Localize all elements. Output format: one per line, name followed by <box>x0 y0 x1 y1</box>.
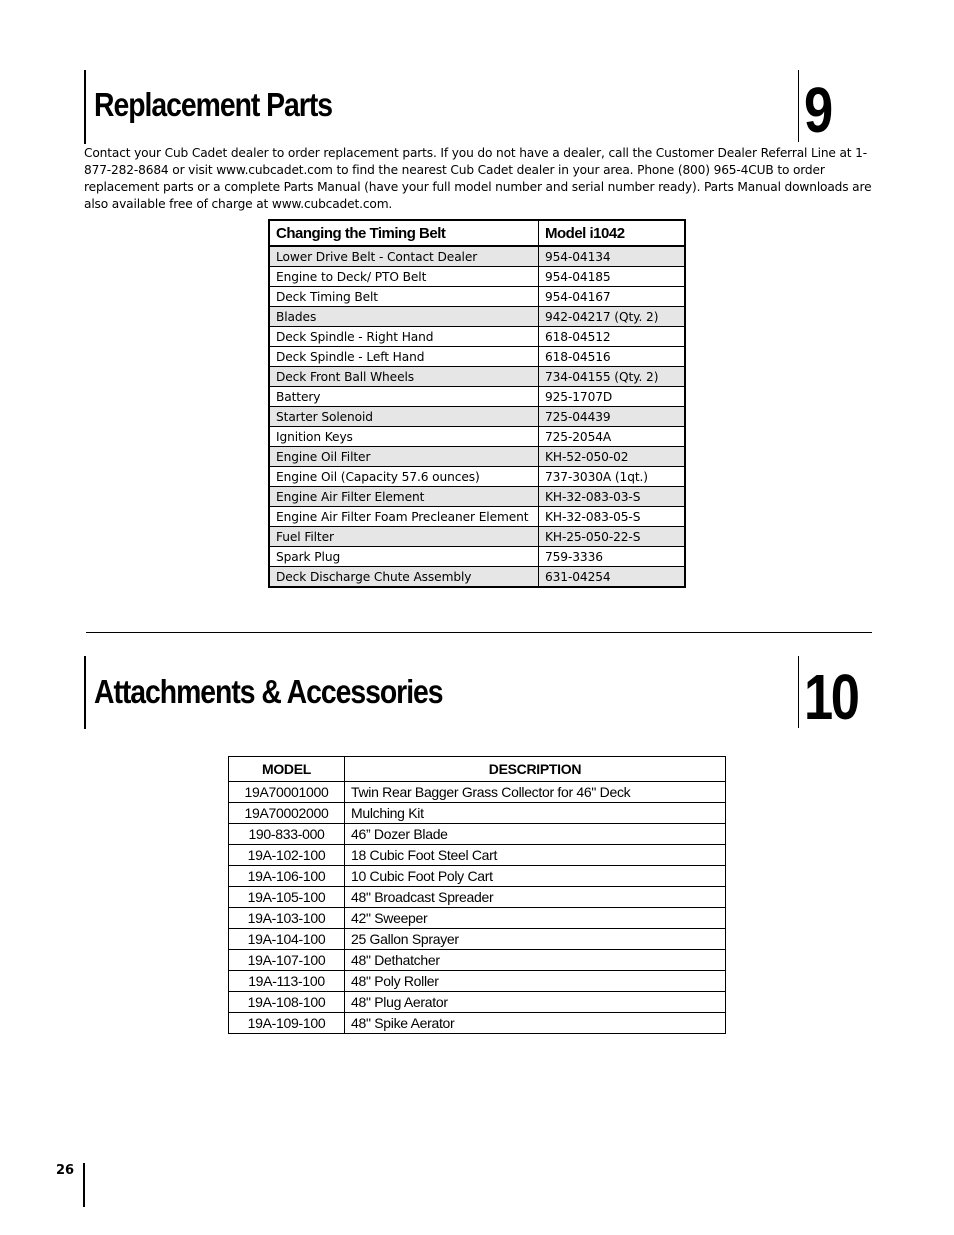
description-cell: 48" Poly Roller <box>345 971 726 992</box>
replacement-parts-table <box>268 219 686 588</box>
section-10-title: Attachments & Accessories <box>94 673 443 710</box>
section-10-number-divider <box>798 656 799 728</box>
part-number-cell: 759-3336 <box>539 547 686 567</box>
part-number-cell: 734-04155 (Qty. 2) <box>539 367 686 387</box>
table-row <box>229 845 726 866</box>
table-row <box>269 487 685 507</box>
part-name-cell: Engine Oil (Capacity 57.6 ounces) <box>269 467 539 487</box>
description-cell: 46” Dozer Blade <box>345 824 726 845</box>
table-row <box>229 929 726 950</box>
model-cell: 19A70001000 <box>229 782 345 803</box>
column-header: Model i1042 <box>539 220 686 246</box>
section-9-title: Replacement Parts <box>94 86 332 123</box>
column-header: Changing the Timing Belt <box>269 220 539 246</box>
table-row <box>269 246 685 267</box>
column-header: DESCRIPTION <box>345 757 726 782</box>
table-row <box>229 950 726 971</box>
description-cell: 48" Broadcast Spreader <box>345 887 726 908</box>
table-row <box>229 824 726 845</box>
table-row <box>229 992 726 1013</box>
description-cell: Twin Rear Bagger Grass Collector for 46" Deck <box>345 782 726 803</box>
part-number-cell: 725-2054A <box>539 427 686 447</box>
description-cell: 18 Cubic Foot Steel Cart <box>345 845 726 866</box>
part-name-cell: Deck Front Ball Wheels <box>269 367 539 387</box>
description-cell: 42" Sweeper <box>345 908 726 929</box>
part-name-cell: Deck Timing Belt <box>269 287 539 307</box>
table-row <box>269 267 685 287</box>
page-number-bar <box>83 1163 85 1207</box>
part-name-cell: Engine Oil Filter <box>269 447 539 467</box>
model-cell: 19A-103-100 <box>229 908 345 929</box>
table-row <box>269 327 685 347</box>
table-row <box>229 908 726 929</box>
part-number-cell: 725-04439 <box>539 407 686 427</box>
model-cell: 19A-105-100 <box>229 887 345 908</box>
table-row <box>229 782 726 803</box>
model-cell: 19A-109-100 <box>229 1013 345 1034</box>
part-number-cell: 925-1707D <box>539 387 686 407</box>
table-row <box>269 527 685 547</box>
table-header-row <box>229 757 726 782</box>
part-name-cell: Deck Spindle - Right Hand <box>269 327 539 347</box>
table-row <box>269 307 685 327</box>
part-number-cell: 954-04185 <box>539 267 686 287</box>
part-name-cell: Engine Air Filter Element <box>269 487 539 507</box>
table-row <box>229 887 726 908</box>
part-name-cell: Deck Discharge Chute Assembly <box>269 567 539 588</box>
table-row <box>269 347 685 367</box>
part-number-cell: 618-04512 <box>539 327 686 347</box>
section-divider <box>86 632 872 633</box>
part-number-cell: KH-52-050-02 <box>539 447 686 467</box>
part-number-cell: KH-25-050-22-S <box>539 527 686 547</box>
description-cell: 48" Plug Aerator <box>345 992 726 1013</box>
part-name-cell: Engine Air Filter Foam Precleaner Element <box>269 507 539 527</box>
table-row <box>229 866 726 887</box>
part-number-cell: 631-04254 <box>539 567 686 588</box>
table-row <box>229 971 726 992</box>
model-cell: 19A-113-100 <box>229 971 345 992</box>
table-row <box>269 547 685 567</box>
table-header-row <box>269 220 685 246</box>
model-cell: 190-833-000 <box>229 824 345 845</box>
section-10-number: 10 <box>804 661 858 733</box>
model-cell: 19A-108-100 <box>229 992 345 1013</box>
description-cell: Mulching Kit <box>345 803 726 824</box>
part-number-cell: KH-32-083-05-S <box>539 507 686 527</box>
replacement-parts-intro: Contact your Cub Cadet dealer to order replacement parts. If you do not have a dealer, call the Customer Dealer Referral Line at 1-877-282-8684 or visit www.cubcadet.com to find the nearest Cub Cadet dealer in your area. Phone (800) 965-4CUB to order replacement parts or a complete Parts Manual (have your full model number and serial number ready). Parts Manual downloads are also available free of charge at www.cubcadet.com. <box>84 146 872 211</box>
part-number-cell: 942-04217 (Qty. 2) <box>539 307 686 327</box>
model-cell: 19A-107-100 <box>229 950 345 971</box>
page-number: 26 <box>56 1163 75 1178</box>
section-9-bar <box>84 70 86 144</box>
part-number-cell: KH-32-083-03-S <box>539 487 686 507</box>
description-cell: 10 Cubic Foot Poly Cart <box>345 866 726 887</box>
table-row <box>269 567 685 588</box>
description-cell: 48" Spike Aerator <box>345 1013 726 1034</box>
table-row <box>269 507 685 527</box>
part-number-cell: 954-04167 <box>539 287 686 307</box>
part-name-cell: Fuel Filter <box>269 527 539 547</box>
table-row <box>269 287 685 307</box>
section-9-number: 9 <box>804 74 831 146</box>
attachments-body <box>229 782 726 1034</box>
part-name-cell: Starter Solenoid <box>269 407 539 427</box>
table-row <box>229 803 726 824</box>
part-name-cell: Deck Spindle - Left Hand <box>269 347 539 367</box>
part-name-cell: Battery <box>269 387 539 407</box>
replacement-parts-body <box>269 246 685 587</box>
table-row <box>229 1013 726 1034</box>
model-cell: 19A70002000 <box>229 803 345 824</box>
column-header: MODEL <box>229 757 345 782</box>
part-number-cell: 737-3030A (1qt.) <box>539 467 686 487</box>
description-cell: 25 Gallon Sprayer <box>345 929 726 950</box>
model-cell: 19A-102-100 <box>229 845 345 866</box>
part-name-cell: Lower Drive Belt - Contact Dealer <box>269 246 539 267</box>
part-number-cell: 954-04134 <box>539 246 686 267</box>
section-9-number-divider <box>798 70 799 142</box>
part-name-cell: Ignition Keys <box>269 427 539 447</box>
table-row <box>269 407 685 427</box>
part-name-cell: Engine to Deck/ PTO Belt <box>269 267 539 287</box>
attachments-table <box>228 756 726 1034</box>
table-row <box>269 427 685 447</box>
description-cell: 48" Dethatcher <box>345 950 726 971</box>
part-number-cell: 618-04516 <box>539 347 686 367</box>
model-cell: 19A-104-100 <box>229 929 345 950</box>
table-row <box>269 387 685 407</box>
section-10-bar <box>84 656 86 729</box>
part-name-cell: Blades <box>269 307 539 327</box>
model-cell: 19A-106-100 <box>229 866 345 887</box>
table-row <box>269 447 685 467</box>
part-name-cell: Spark Plug <box>269 547 539 567</box>
table-row <box>269 367 685 387</box>
table-row <box>269 467 685 487</box>
